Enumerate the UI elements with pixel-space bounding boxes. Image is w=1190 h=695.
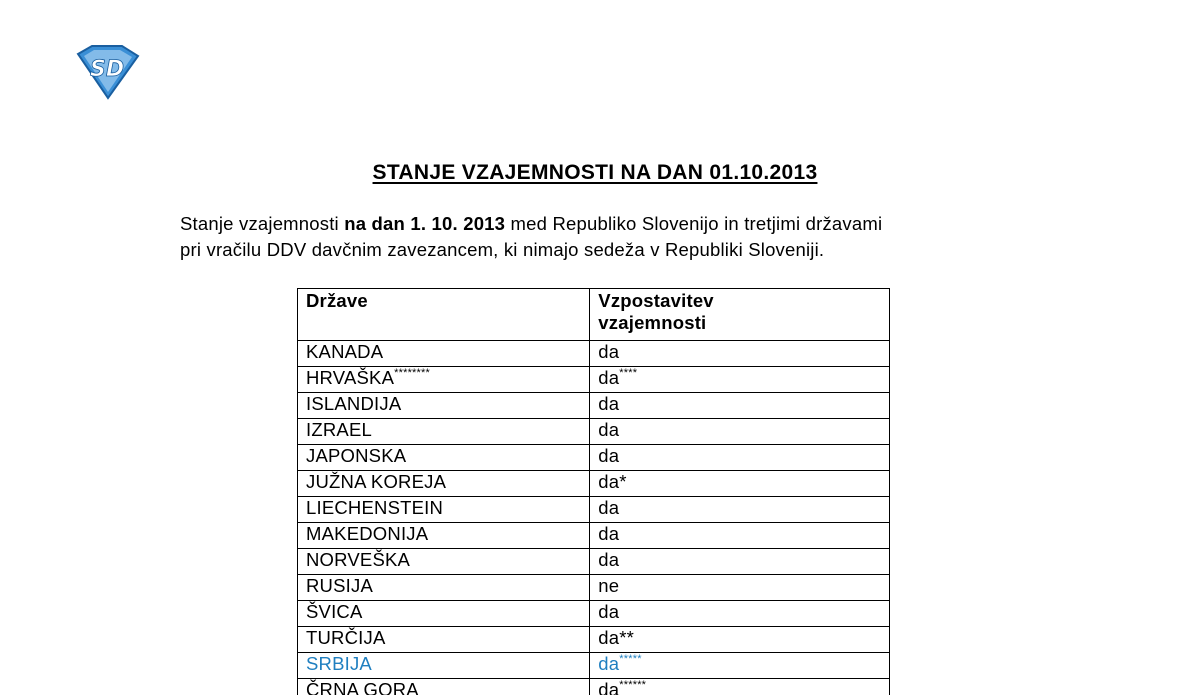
reciprocity-value: da	[598, 601, 620, 622]
sd-logo	[70, 44, 142, 100]
reciprocity-value: da	[598, 679, 620, 695]
country-cell	[298, 419, 590, 445]
country-cell	[298, 393, 590, 419]
reciprocity-cell	[590, 627, 890, 653]
reciprocity-value: da**	[598, 627, 635, 648]
country-cell	[298, 497, 590, 523]
country-cell	[298, 575, 590, 601]
reciprocity-cell	[590, 393, 890, 419]
country-name: TURČIJA	[306, 627, 386, 648]
intro-text-1: Stanje vzajemnosti	[180, 213, 345, 234]
table-row	[298, 341, 890, 367]
table-row	[298, 497, 890, 523]
country-cell	[298, 549, 590, 575]
reciprocity-value: da	[598, 445, 620, 466]
header-reciprocity-line2: vzajemnosti	[598, 312, 707, 333]
table-row	[298, 523, 890, 549]
country-cell	[298, 679, 590, 695]
value-footnote-marker: ****	[619, 367, 638, 379]
reciprocity-value: da	[598, 419, 620, 440]
table-row	[298, 419, 890, 445]
reciprocity-value: da	[598, 497, 620, 518]
header-reciprocity-line1: Vzpostavitev	[598, 290, 714, 311]
country-name: KANADA	[306, 341, 384, 362]
value-footnote-marker: *****	[619, 653, 642, 665]
header-countries: Države	[298, 289, 590, 341]
intro-paragraph	[180, 211, 1040, 263]
intro-line-1	[180, 211, 1040, 237]
table-row	[298, 627, 890, 653]
country-cell	[298, 445, 590, 471]
page-title	[0, 161, 1190, 185]
value-footnote-marker: ******	[619, 679, 647, 691]
country-name: ČRNA GORA	[306, 679, 419, 695]
reciprocity-value: da*	[598, 471, 627, 492]
reciprocity-cell	[590, 471, 890, 497]
table-row	[298, 445, 890, 471]
reciprocity-cell	[590, 523, 890, 549]
country-name: ŠVICA	[306, 601, 363, 622]
country-cell	[298, 627, 590, 653]
country-name: IZRAEL	[306, 419, 372, 440]
reciprocity-cell	[590, 601, 890, 627]
table-row	[298, 367, 890, 393]
country-footnote-marker: ********	[394, 367, 430, 379]
country-name: MAKEDONIJA	[306, 523, 429, 544]
reciprocity-cell	[590, 367, 890, 393]
reciprocity-value: da	[598, 393, 620, 414]
reciprocity-table	[297, 288, 890, 695]
intro-line-2: pri vračilu DDV davčnim zavezancem, ki nimajo sedeža v Republiki Sloveniji.	[180, 239, 825, 260]
country-name: SRBIJA	[306, 653, 372, 674]
country-cell	[298, 341, 590, 367]
table-row	[298, 679, 890, 695]
reciprocity-value: da	[598, 341, 620, 362]
country-name: HRVAŠKA	[306, 367, 395, 388]
country-name: NORVEŠKA	[306, 549, 411, 570]
country-name: RUSIJA	[306, 575, 373, 596]
table-row	[298, 549, 890, 575]
country-cell	[298, 601, 590, 627]
header-reciprocity	[590, 289, 890, 341]
reciprocity-cell	[590, 575, 890, 601]
table-row	[298, 601, 890, 627]
intro-text-2: med Republiko Slovenijo in tretjimi državami	[505, 213, 883, 234]
reciprocity-cell	[590, 497, 890, 523]
reciprocity-cell	[590, 419, 890, 445]
reciprocity-value: da	[598, 523, 620, 544]
country-name: ISLANDIJA	[306, 393, 402, 414]
reciprocity-cell	[590, 341, 890, 367]
table-row	[298, 653, 890, 679]
table-row	[298, 393, 890, 419]
reciprocity-value: da	[598, 549, 620, 570]
reciprocity-value: da	[598, 653, 620, 674]
table-row	[298, 575, 890, 601]
country-name: JUŽNA KOREJA	[306, 471, 447, 492]
country-cell	[298, 471, 590, 497]
reciprocity-value: da	[598, 367, 620, 388]
reciprocity-cell	[590, 679, 890, 695]
country-cell	[298, 523, 590, 549]
country-cell	[298, 367, 590, 393]
reciprocity-value: ne	[598, 575, 620, 596]
country-name: LIECHENSTEIN	[306, 497, 444, 518]
country-name: JAPONSKA	[306, 445, 407, 466]
title-text: STANJE VZAJEMNOSTI NA DAN 01.10.2013	[372, 161, 818, 184]
country-cell	[298, 653, 590, 679]
table-header-row	[298, 289, 890, 341]
reciprocity-cell	[590, 549, 890, 575]
intro-date-bold: na dan 1. 10. 2013	[344, 213, 506, 234]
reciprocity-cell	[590, 445, 890, 471]
reciprocity-cell	[590, 653, 890, 679]
logo-text: SD	[90, 57, 125, 82]
table-row	[298, 471, 890, 497]
